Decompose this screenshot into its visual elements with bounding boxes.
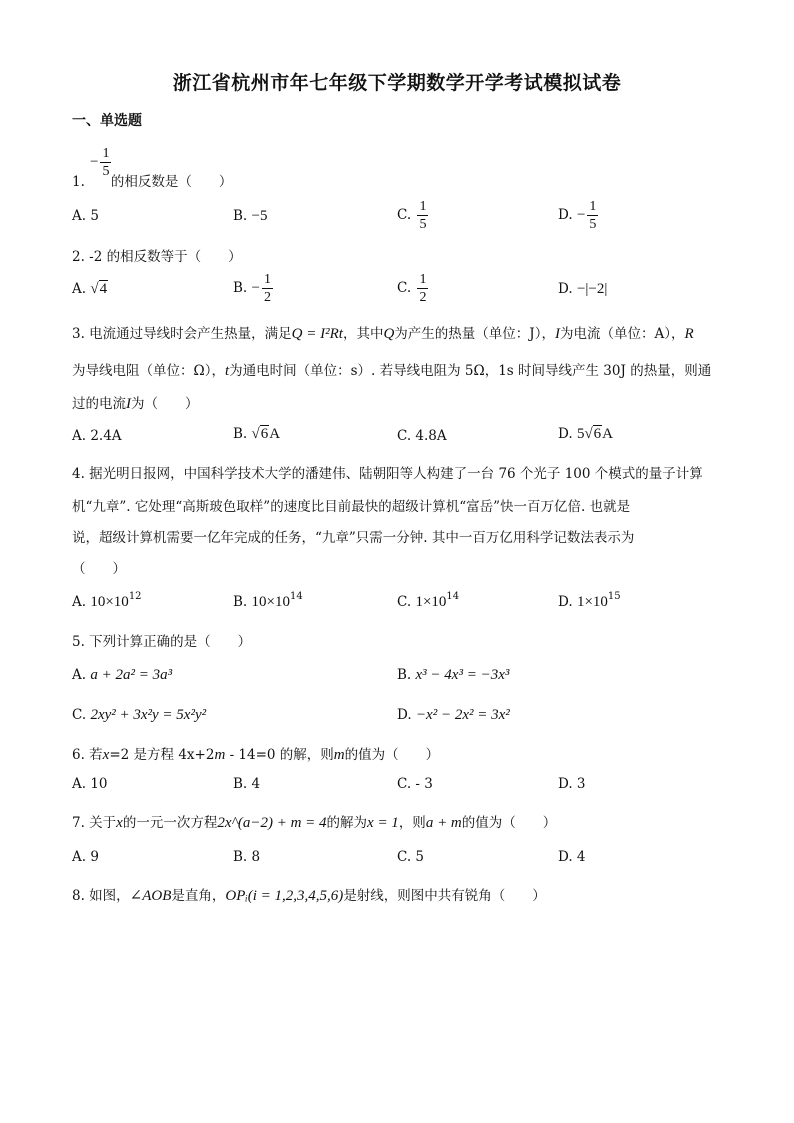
q3-stem-line-3: 过的电流I为（ ） — [72, 396, 199, 412]
q1-option-c[interactable]: C. $\frac{1}{5}$ — [397, 199, 427, 232]
q1-option-a[interactable]: A. 5 — [72, 208, 99, 224]
q4-option-d[interactable]: D. $1\times 10^{15}$ — [558, 591, 621, 610]
page-title: 浙江省杭州市年七年级下学期数学开学考试模拟试卷 — [172, 72, 622, 94]
q5-option-b[interactable]: B. x³ − 4x³ = −3x³ — [397, 667, 510, 683]
q6-stem: 6. 若x=2 是方程 4x+2m - 14=0 的解，则m的值为（ ） — [72, 747, 440, 763]
q3-option-b[interactable]: B. √6A — [233, 426, 281, 442]
q2-option-c[interactable]: C. $\frac{1}{2}$ — [397, 272, 427, 305]
q7-option-b[interactable]: B. 8 — [233, 849, 261, 865]
q6-option-a[interactable]: A. 10 — [72, 776, 108, 792]
q1-fraction: − $\frac{1}{5}$ — [90, 146, 110, 179]
q7-option-d[interactable]: D. 4 — [558, 849, 586, 865]
q4-option-c[interactable]: C. $1\times 10^{14}$ — [397, 591, 460, 610]
q5-option-c[interactable]: C. 2xy² + 3x²y = 5x²y² — [72, 707, 207, 723]
q4-stem-line-3: 说，超级计算机需要一亿年完成的任务，“九章”只需一分钟. 其中一百万亿用科学记数法表示为 — [72, 530, 635, 546]
q5-option-a[interactable]: A. a + 2a² = 3a³ — [72, 667, 173, 683]
q7-stem: 7. 关于x的一元一次方程2x^(a−2) + m = 4的解为x = 1，则a + m的值为（ ） — [72, 815, 557, 831]
q4-stem-line-2: 机“九章”. 它处理“高斯玻色取样”的速度比目前最快的超级计算机“富岳”快一百万亿倍. 也就是 — [72, 499, 631, 515]
q4-option-b[interactable]: B. $10\times 10^{14}$ — [233, 591, 303, 610]
section-heading: 一、单选题 — [72, 113, 142, 129]
q4-stem-line-1: 4. 据光明日报网，中国科学技术大学的潘建伟、陆朝阳等人构建了一台 76 个光子 100 个模式的量子计算 — [72, 466, 703, 482]
q2-option-d[interactable]: D. −|−2| — [558, 281, 608, 297]
q3-stem-line-1: 3. 电流通过导线时会产生热量，满足Q = I²Rt，其中Q为产生的热量（单位：J），I为电流（单位：A），R — [72, 326, 694, 342]
q6-option-c[interactable]: C. - 3 — [397, 776, 433, 792]
q3-stem-line-2: 为导线电阻（单位：Ω），t为通电时间（单位：s）. 若导线电阻为 5Ω，1s 时间导线产生 30J 的热量，则通 — [72, 363, 712, 379]
q3-option-c[interactable]: C. 4.8A — [397, 428, 447, 444]
q5-option-d[interactable]: D. −x² − 2x² = 3x² — [397, 707, 510, 723]
q6-option-d[interactable]: D. 3 — [558, 776, 586, 792]
q2-option-b[interactable]: B. − $\frac{1}{2}$ — [233, 272, 271, 305]
q4-option-a[interactable]: A. $10\times 10^{12}$ — [72, 591, 142, 610]
q7-option-c[interactable]: C. 5 — [397, 849, 425, 865]
q1-stem: 1. 的相反数是（ ） — [72, 174, 233, 190]
q3-option-a[interactable]: A. 2.4A — [72, 428, 122, 444]
q1-option-d[interactable]: D. − $\frac{1}{5}$ — [558, 199, 597, 232]
q2-option-a[interactable]: A. √4 — [72, 281, 108, 297]
q4-stem-line-4: （ ） — [72, 561, 126, 577]
q5-stem: 5. 下列计算正确的是（ ） — [72, 634, 252, 650]
q1-option-b[interactable]: B. −5 — [233, 208, 268, 224]
q6-option-b[interactable]: B. 4 — [233, 776, 261, 792]
q2-stem: 2. -2 的相反数等于（ ） — [72, 249, 242, 265]
q8-stem: 8. 如图，∠AOB是直角，OPᵢ(i = 1,2,3,4,5,6)是射线，则图中共有锐角（ ） — [72, 888, 546, 904]
q7-option-a[interactable]: A. 9 — [72, 849, 99, 865]
q3-option-d[interactable]: D. 5√6A — [558, 426, 614, 442]
